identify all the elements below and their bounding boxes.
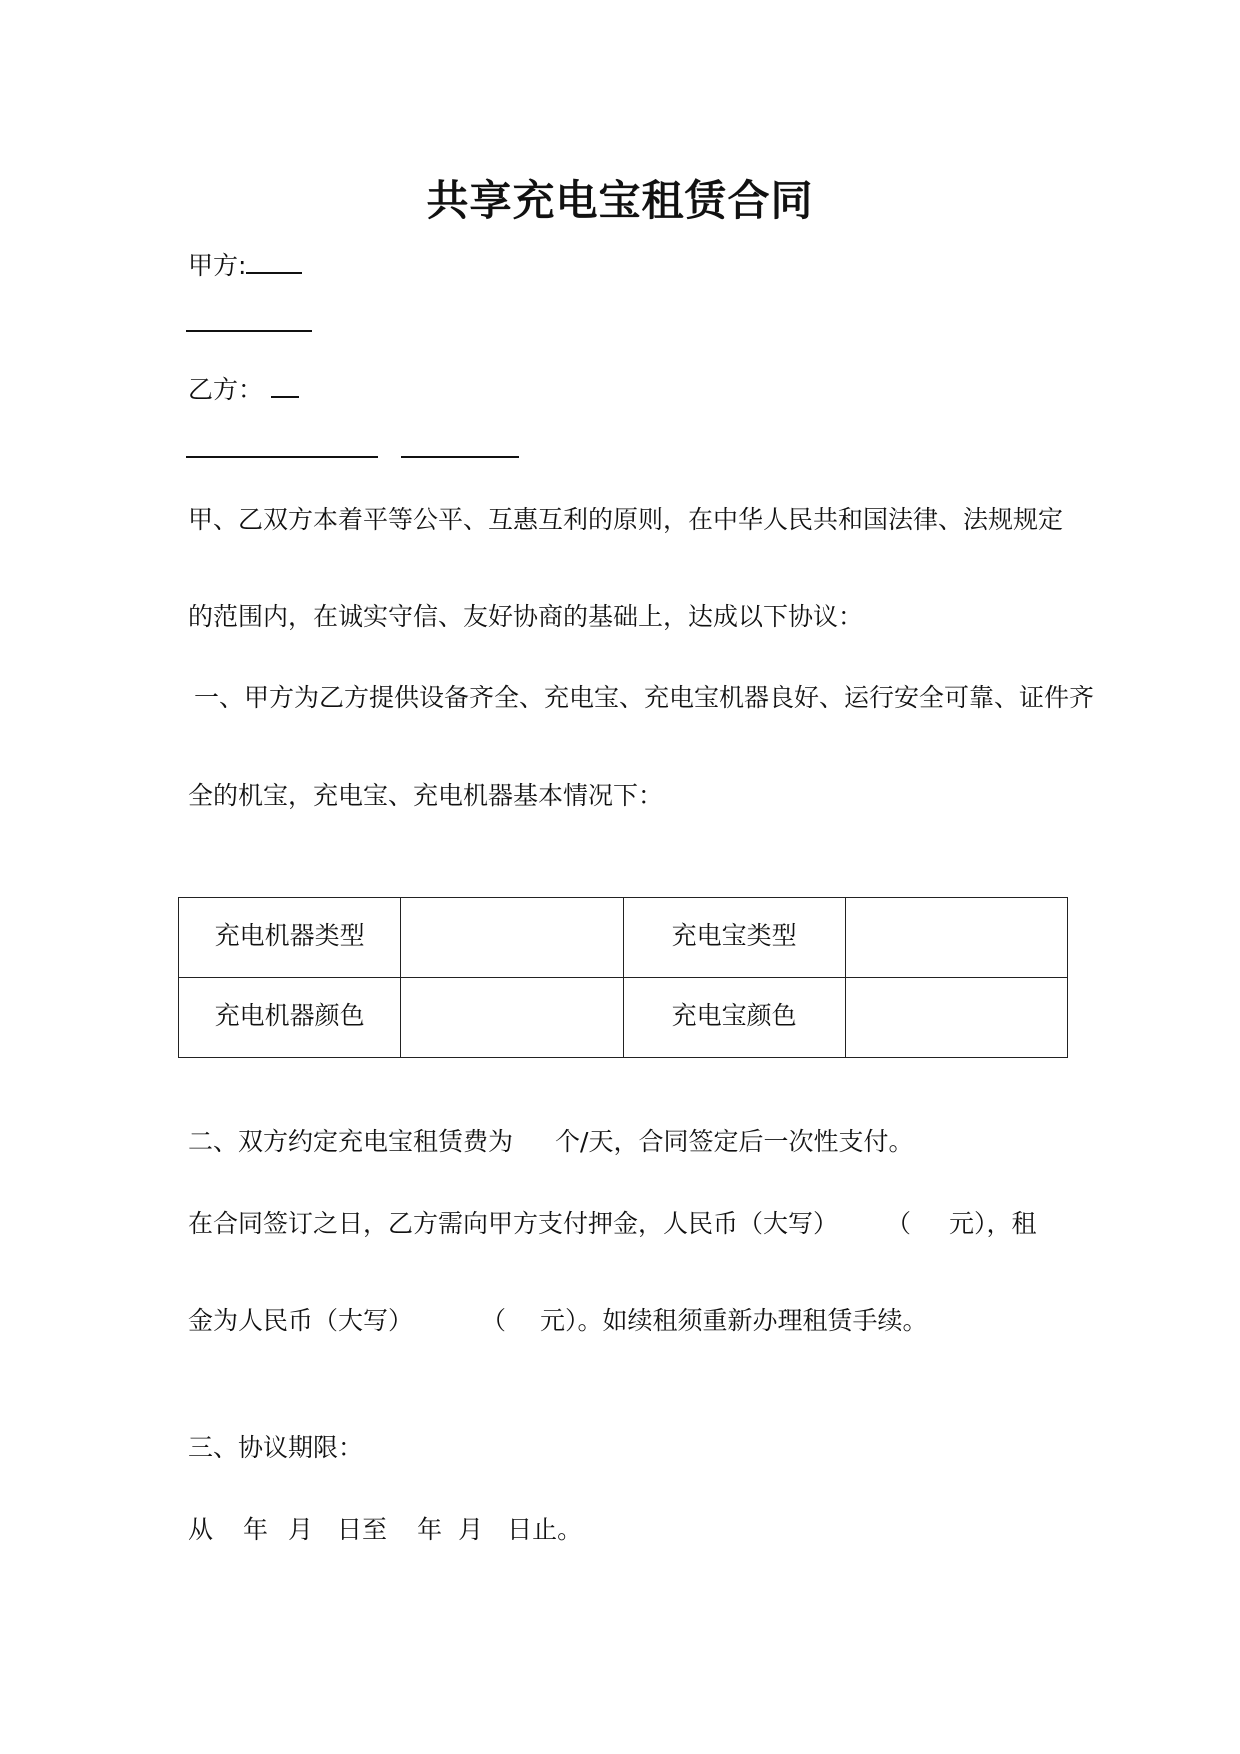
clause-2-prefix: 二、双方约定充电宝租赁费为: [188, 1127, 514, 1156]
term-day-1: 日至: [337, 1515, 388, 1544]
table-cell-machine-color-value: [401, 978, 623, 1058]
deposit-line-1-unit: 元），租: [949, 1209, 1037, 1238]
table-cell-machine-type-value: [401, 898, 623, 978]
table-row: [179, 978, 1068, 1058]
deposit-line-2-unit: 元）。如续租须重新办理租赁手续。: [540, 1306, 928, 1335]
clause-1-line-2: 全的机宝，充电宝、充电机器基本情况下：: [188, 781, 664, 810]
party-a-continuation-blank: [186, 330, 312, 332]
deposit-line-2: [188, 1301, 928, 1337]
clause-2-line: [188, 1122, 913, 1158]
deposit-line-1: [188, 1204, 1037, 1240]
clause-2-suffix: 个/天，合同签定后一次性支付。: [555, 1127, 914, 1156]
table-cell-powerbank-color-value: [845, 978, 1067, 1058]
document-title: 共享充电宝租赁合同: [426, 176, 814, 225]
party-b-blank-1: [186, 456, 378, 458]
party-b-blank-2: [401, 456, 519, 458]
party-b-line: [188, 370, 299, 406]
clause-3-heading: 三、协议期限：: [188, 1433, 364, 1462]
party-a-label: 甲方:: [188, 251, 247, 280]
deposit-line-1-paren: （: [886, 1209, 912, 1238]
clause-1-line-1: 一、甲方为乙方提供设备齐全、充电宝、充电宝机器良好、运行安全可靠、证件齐: [194, 683, 1095, 712]
table-cell-powerbank-color-label: 充电宝颜色: [623, 978, 845, 1058]
deposit-line-1-text: 在合同签订之日，乙方需向甲方支付押金，人民币（大写）: [188, 1209, 839, 1238]
intro-line-2: 的范围内，在诚实守信、友好协商的基础上，达成以下协议：: [188, 602, 864, 631]
deposit-line-2-text: 金为人民币（大写）: [188, 1306, 414, 1335]
term-month-2: 月: [458, 1515, 484, 1544]
term-year-1: 年: [243, 1515, 269, 1544]
table-cell-powerbank-type-label: 充电宝类型: [623, 898, 845, 978]
deposit-line-2-paren: （: [481, 1306, 507, 1335]
table-row: [179, 898, 1068, 978]
term-year-2: 年: [417, 1515, 443, 1544]
table-cell-machine-type-label: 充电机器类型: [179, 898, 401, 978]
party-b-label: 乙方：: [188, 375, 264, 404]
term-day-2: 日止。: [507, 1515, 583, 1544]
table-cell-machine-color-label: 充电机器颜色: [179, 978, 401, 1058]
term-month-1: 月: [288, 1515, 314, 1544]
table-cell-powerbank-type-value: [845, 898, 1067, 978]
party-a-blank: [246, 270, 302, 274]
party-b-blank: [271, 394, 299, 398]
term-line: [188, 1510, 582, 1546]
intro-line-1: 甲、乙双方本着平等公平、互惠互利的原则，在中华人民共和国法律、法规规定: [188, 505, 1064, 534]
party-a-line: [188, 246, 302, 282]
term-from: 从: [188, 1515, 214, 1544]
equipment-table: [178, 897, 1068, 1058]
